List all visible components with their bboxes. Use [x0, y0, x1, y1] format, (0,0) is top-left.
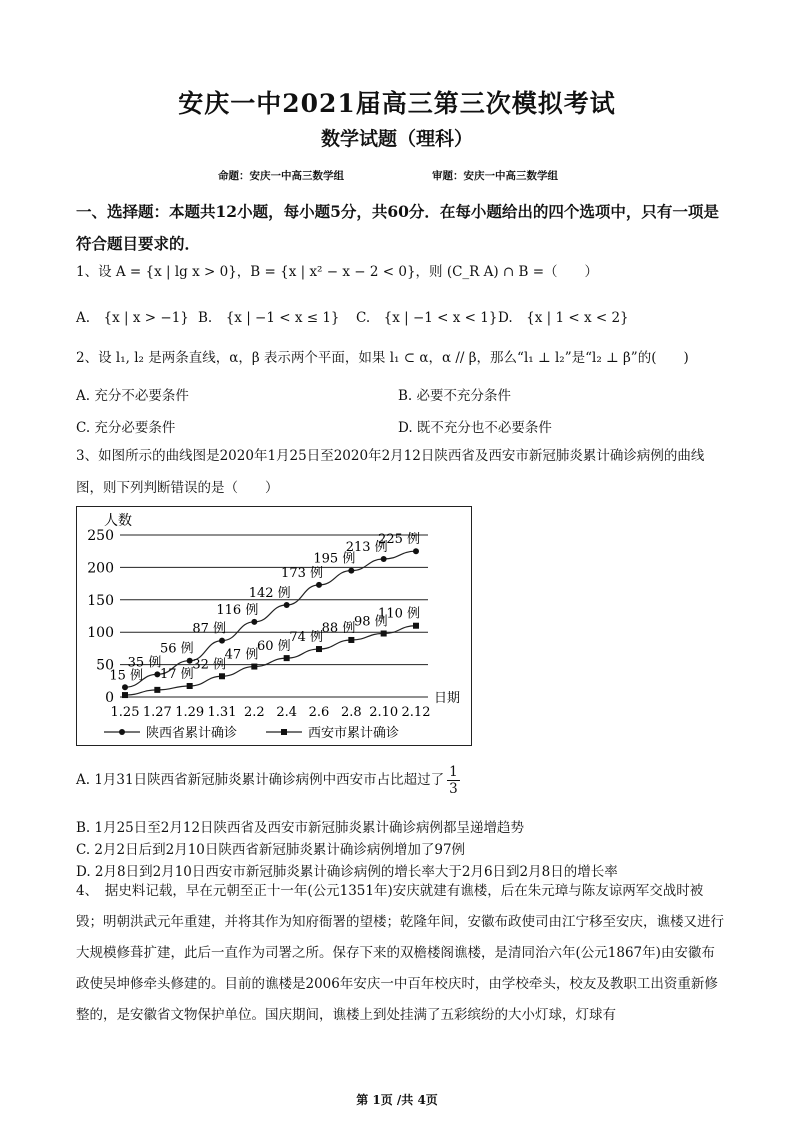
data-point: [413, 548, 419, 554]
legend-marker-square: [281, 729, 287, 735]
data-label: 116 例: [216, 602, 259, 618]
case-line-chart: [76, 506, 472, 746]
q3-option-c: C. 2月2日后到2月10日陕西省新冠肺炎累计确诊病例增加了97例: [76, 842, 466, 858]
data-label: 60 例: [256, 639, 291, 655]
x-axis-label: 日期: [434, 691, 461, 706]
data-point: [122, 684, 128, 690]
question-4-text: 4、 据史料记载，早在元朝至正十一年(公元1351年)安庆就建有谯楼，后在朱元璋与陈友谅两军交战时被毁；明朝洪武元年重建，并将其作为知府衙署的望楼；乾隆年间，安徽布政使司由江宁移至安庆，谯楼又进行大规模修葺扩建，此后一直作为司署之所。保存下来的双檐楼阁谯楼，是清同治六年(公元1867年)由安徽布政使吴坤修牵头修建的。目前的谯楼是2006年安庆一中百年校庆时，由学校牵头，校友及教职工出资重新修整的，是安徽省文物保护单位。国庆期间，谯楼上到处挂满了五彩缤纷的大小灯球，灯球有: [76, 883, 724, 1023]
x-tick-label: 1.31: [207, 705, 237, 720]
q2-option-c: C. 充分必要条件: [76, 420, 176, 436]
data-label: 213 例: [345, 539, 388, 555]
x-tick-label: 2.4: [276, 705, 298, 720]
x-tick-label: 2.10: [369, 705, 399, 720]
data-label: 15 例: [109, 668, 143, 684]
q2-option-b: B. 必要不充分条件: [398, 388, 512, 404]
exam-subtitle: 数学试题（理科）: [320, 128, 473, 150]
data-label: 87 例: [192, 621, 226, 637]
x-tick-label: 1.25: [110, 705, 140, 720]
question-3-stem: 3、如图所示的曲线图是2020年1月25日至2020年2月12日陕西省及西安市新冠肺炎累计确诊病例的曲线图，则下列判断错误的是（ ）: [76, 448, 705, 496]
data-label: 98 例: [353, 614, 388, 630]
data-label: 35 例: [127, 655, 162, 671]
x-tick-label: 1.29: [175, 705, 205, 720]
q1-option-b: B. {x | −1 < x ≤ 1}: [198, 310, 340, 326]
q1-option-d: D. {x | 1 < x < 2}: [498, 310, 629, 326]
q1-option-c: C. {x | −1 < x < 1}: [356, 310, 498, 326]
legend: [104, 725, 399, 741]
fraction-denominator: 3: [449, 781, 458, 797]
y-tick-label: 200: [87, 560, 114, 577]
y-tick-label: 100: [87, 625, 114, 642]
question-1-stem: 1、设 A = {x | lg x > 0}，B = {x | x² − x − 2 < 0}，则 (C_R A) ∩ B =（ ）: [76, 264, 599, 280]
data-label: 225 例: [378, 532, 420, 548]
x-tick-label: 2.2: [243, 705, 265, 720]
data-point: [413, 623, 419, 629]
fraction-one-third: [447, 764, 460, 797]
q3-option-b: B. 1月25日至2月12日陕西省及西安市新冠肺炎累计确诊病例都呈递增趋势: [76, 820, 525, 836]
data-point: [187, 683, 193, 689]
series-line: [125, 626, 416, 695]
section-heading: 一、选择题：本题共12小题，每小题5分，共60分．在每小题给出的四个选项中，只有一项是符合题目要求的．: [76, 202, 719, 253]
data-point: [219, 638, 225, 644]
y-tick-label: 150: [87, 592, 114, 609]
q3-option-d: D. 2月8日到2月10日西安市新冠肺炎累计确诊病例的增长率大于2月6日到2月8日的增长率: [76, 864, 618, 880]
x-tick-label: 2.12: [401, 705, 431, 720]
q3-option-a: [76, 764, 460, 797]
data-point: [219, 673, 225, 679]
data-label: 88 例: [321, 620, 356, 636]
legend-label-xian: 西安市累计确诊: [308, 726, 400, 741]
exam-title: 安庆一中2021届高三第三次模拟考试: [178, 89, 616, 118]
data-point: [348, 637, 354, 643]
data-point: [381, 556, 387, 562]
data-label: 142 例: [248, 585, 291, 601]
x-tick-label: 2.6: [308, 705, 330, 720]
data-point: [316, 646, 322, 652]
y-tick-label: 0: [105, 690, 114, 706]
legend-label-shaanxi: 陕西省累计确诊: [146, 726, 238, 741]
data-label: 47 例: [224, 647, 259, 663]
q2-option-d: D. 既不充分也不必要条件: [398, 420, 552, 436]
data-label: 17 例: [159, 666, 194, 682]
data-point: [348, 568, 354, 574]
q3-option-a-text: A. 1月31日陕西省新冠肺炎累计确诊病例中西安市占比超过了: [76, 772, 445, 788]
page-footer: 第 1页 /共 4页: [356, 1093, 438, 1107]
author-credit: 命题：安庆一中高三数学组: [218, 170, 344, 182]
reviewer-credit: 审题：安庆一中高三数学组: [432, 170, 558, 182]
y-tick-label: 250: [87, 528, 114, 544]
data-label: 110 例: [378, 606, 420, 622]
x-tick-label: 1.27: [142, 705, 172, 720]
question-2-stem: 2、设 l₁, l₂ 是两条直线，α，β 表示两个平面，如果 l₁ ⊂ α，α // β，那么“l₁ ⊥ l₂”是“l₂ ⊥ β”的( ): [76, 350, 689, 366]
y-axis-label: 人数: [104, 513, 132, 529]
q1-option-a: A. {x | x > −1}: [76, 310, 189, 326]
data-point: [284, 602, 290, 608]
data-label: 32 例: [192, 657, 226, 673]
data-point: [251, 664, 257, 670]
q2-option-a: A. 充分不必要条件: [76, 388, 189, 404]
data-point: [381, 630, 387, 636]
data-label: 195 例: [313, 551, 356, 567]
data-point: [251, 619, 257, 625]
data-point: [316, 582, 322, 588]
data-label: 56 例: [159, 641, 194, 657]
data-label: 74 例: [289, 630, 323, 646]
x-tick-label: 2.8: [340, 705, 362, 720]
y-tick-label: 50: [96, 657, 114, 674]
legend-marker-circle: [119, 729, 125, 735]
fraction-numerator: 1: [449, 764, 458, 780]
data-point: [122, 692, 128, 698]
data-point: [284, 655, 290, 661]
data-point: [154, 687, 160, 693]
data-label: 173 例: [281, 565, 323, 581]
